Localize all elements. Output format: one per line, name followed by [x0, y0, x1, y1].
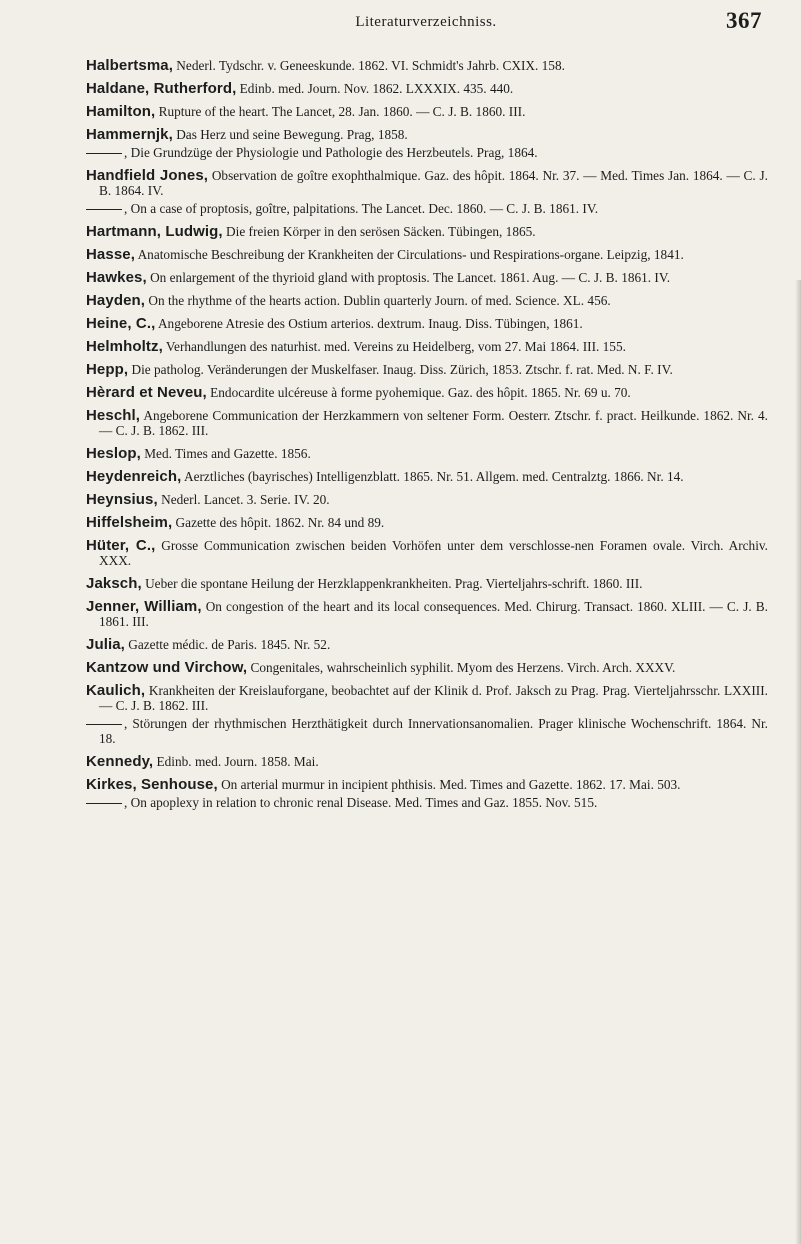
bibliography-entry: [86, 270, 768, 285]
page-edge-shadow: [795, 280, 801, 1244]
citation-text: On the rhythme of the hearts action. Dublin quarterly Journ. of med. Science. XL. 456.: [145, 293, 611, 308]
author-name: Jenner, William,: [86, 598, 202, 615]
author-name: Kennedy,: [86, 753, 154, 770]
citation-text: Grosse Communication zwischen beiden Vorhöfen unter dem verschlosse-nen Foramen ovale. Virch. Archiv. XXX.: [99, 538, 768, 568]
bibliography-entry: [86, 660, 768, 675]
bibliography-entry: [86, 492, 768, 507]
author-name: Kirkes, Senhouse,: [86, 776, 218, 793]
bibliography-entry: [86, 777, 768, 792]
author-name: Hasse,: [86, 246, 135, 263]
ditto-dash: [86, 209, 122, 210]
citation-text: Anatomische Beschreibung der Krankheiten der Circulations- und Respirations-organe. Leipzig, 1841.: [134, 247, 684, 262]
citation-text: , On a case of proptosis, goître, palpitations. The Lancet. Dec. 1860. — C. J. B. 1861. IV.: [124, 201, 599, 216]
bibliography-entry: [86, 81, 768, 96]
bibliography-entry: [86, 293, 768, 308]
author-name: Kaulich,: [86, 682, 146, 699]
citation-text: , On apoplexy in relation to chronic renal Disease. Med. Times and Gaz. 1855. Nov. 515.: [124, 795, 598, 810]
bibliography-list: [86, 58, 768, 810]
citation-text: Gazette des hôpit. 1862. Nr. 84 und 89.: [172, 515, 385, 530]
bibliography-entry: [86, 362, 768, 377]
citation-text: Gazette médic. de Paris. 1845. Nr. 52.: [124, 637, 331, 652]
author-name: Kantzow und Virchow,: [86, 659, 248, 676]
citation-text: Ueber die spontane Heilung der Herzklappenkrankheiten. Prag. Vierteljahrs-schrift. 1860. III.: [141, 576, 643, 591]
author-name: Heynsius,: [86, 491, 158, 508]
bibliography-entry-continuation: [86, 795, 768, 810]
citation-text: Angeborene Communication der Herzkammern von seltener Form. Oesterr. Ztschr. f. pract. Heilkunde. 1862. Nr. 4. — C. J. B. 1862. III.: [99, 408, 768, 438]
bibliography-entry: [86, 127, 768, 142]
author-name: Hepp,: [86, 361, 129, 378]
citation-text: On congestion of the heart and its local consequences. Med. Chirurg. Transact. 1860. XLIII. — C. J. B. 1861. III.: [99, 599, 768, 629]
author-name: Heine, C.,: [86, 315, 156, 332]
citation-text: Krankheiten der Kreislauforgane, beobachtet auf der Klinik d. Prof. Jaksch zu Prag. Prag. Vierteljahrsschr. LXXIII. — C. J. B. 1862. III.: [99, 683, 768, 713]
bibliography-entry: [86, 515, 768, 530]
citation-text: Angeborene Atresie des Ostium arterios. dextrum. Inaug. Diss. Tübingen, 1861.: [155, 316, 583, 331]
bibliography-entry-continuation: [86, 716, 768, 746]
citation-text: Aerztliches (bayrisches) Intelligenzblatt. 1865. Nr. 51. Allgem. med. Centralztg. 1866. Nr. 14.: [181, 469, 684, 484]
author-name: Halbertsma,: [86, 57, 173, 74]
citation-text: Die freien Körper in den serösen Säcken. Tübingen, 1865.: [222, 224, 536, 239]
author-name: Heschl,: [86, 407, 141, 424]
bibliography-entry: [86, 599, 768, 629]
citation-text: , Störungen der rhythmischen Herzthätigkeit durch Innervationsanomalien. Prager klinische Wochenschrift. 1864. Nr. 18.: [99, 716, 768, 746]
author-name: Hiffelsheim,: [86, 514, 173, 531]
citation-text: Endocardite ulcéreuse à forme pyohemique. Gaz. des hôpit. 1865. Nr. 69 u. 70.: [206, 385, 631, 400]
author-name: Julia,: [86, 636, 125, 653]
citation-text: Edinb. med. Journ. 1858. Mai.: [153, 754, 319, 769]
bibliography-entry: [86, 469, 768, 484]
bibliography-entry: [86, 316, 768, 331]
author-name: Heydenreich,: [86, 468, 182, 485]
bibliography-entry: [86, 104, 768, 119]
citation-text: On arterial murmur in incipient phthisis. Med. Times and Gazette. 1862. 17. Mai. 503.: [217, 777, 681, 792]
ditto-dash: [86, 724, 122, 725]
citation-text: Verhandlungen des naturhist. med. Vereins zu Heidelberg, vom 27. Mai 1864. III. 155.: [162, 339, 626, 354]
bibliography-entry: [86, 339, 768, 354]
page-number: 367: [726, 8, 762, 33]
author-name: Helmholtz,: [86, 338, 163, 355]
bibliography-entry: [86, 408, 768, 438]
citation-text: Med. Times and Gazette. 1856.: [140, 446, 311, 461]
author-name: Hayden,: [86, 292, 146, 309]
bibliography-entry: [86, 446, 768, 461]
bibliography-entry: [86, 754, 768, 769]
author-name: Hüter, C.,: [86, 537, 156, 554]
citation-text: Congenitales, wahrscheinlich syphilit. Myom des Herzens. Virch. Arch. XXXV.: [247, 660, 676, 675]
ditto-dash: [86, 803, 122, 804]
citation-text: Das Herz und seine Bewegung. Prag, 1858.: [172, 127, 408, 142]
author-name: Hartmann, Ludwig,: [86, 223, 223, 240]
author-name: Handfield Jones,: [86, 167, 209, 184]
bibliography-entry: [86, 637, 768, 652]
author-name: Hèrard et Neveu,: [86, 384, 207, 401]
bibliography-entry: [86, 683, 768, 713]
citation-text: Observation de goître exophthalmique. Gaz. des hôpit. 1864. Nr. 37. — Med. Times Jan. 1864. — C. J. B. 1864. IV.: [99, 168, 769, 198]
author-name: Haldane, Rutherford,: [86, 80, 237, 97]
bibliography-entry: [86, 385, 768, 400]
author-name: Hawkes,: [86, 269, 147, 286]
bibliography-entry-continuation: [86, 145, 768, 160]
citation-text: Edinb. med. Journ. Nov. 1862. LXXXIX. 435. 440.: [236, 81, 514, 96]
bibliography-entry: [86, 576, 768, 591]
bibliography-entry: [86, 58, 768, 73]
bibliography-entry-continuation: [86, 201, 768, 216]
citation-text: Nederl. Tydschr. v. Geneeskunde. 1862. VI. Schmidt's Jahrb. CXIX. 158.: [172, 58, 565, 73]
citation-text: Rupture of the heart. The Lancet, 28. Jan. 1860. — C. J. B. 1860. III.: [155, 104, 526, 119]
author-name: Hammernjk,: [86, 126, 173, 143]
citation-text: Die patholog. Veränderungen der Muskelfaser. Inaug. Diss. Zürich, 1853. Ztschr. f. rat. Med. N. F. IV.: [128, 362, 673, 377]
citation-text: On enlargement of the thyrioid gland with proptosis. The Lancet. 1861. Aug. — C. J. B. 1861. IV.: [146, 270, 671, 285]
running-title: Literaturverzeichniss.: [355, 14, 497, 30]
bibliography-entry: [86, 224, 768, 239]
author-name: Heslop,: [86, 445, 141, 462]
page-header: [86, 8, 766, 34]
citation-text: Nederl. Lancet. 3. Serie. IV. 20.: [157, 492, 330, 507]
bibliography-entry: [86, 247, 768, 262]
citation-text: , Die Grundzüge der Physiologie und Pathologie des Herzbeutels. Prag, 1864.: [124, 145, 538, 160]
bibliography-entry: [86, 538, 768, 568]
author-name: Hamilton,: [86, 103, 156, 120]
ditto-dash: [86, 153, 122, 154]
author-name: Jaksch,: [86, 575, 142, 592]
bibliography-entry: [86, 168, 768, 198]
